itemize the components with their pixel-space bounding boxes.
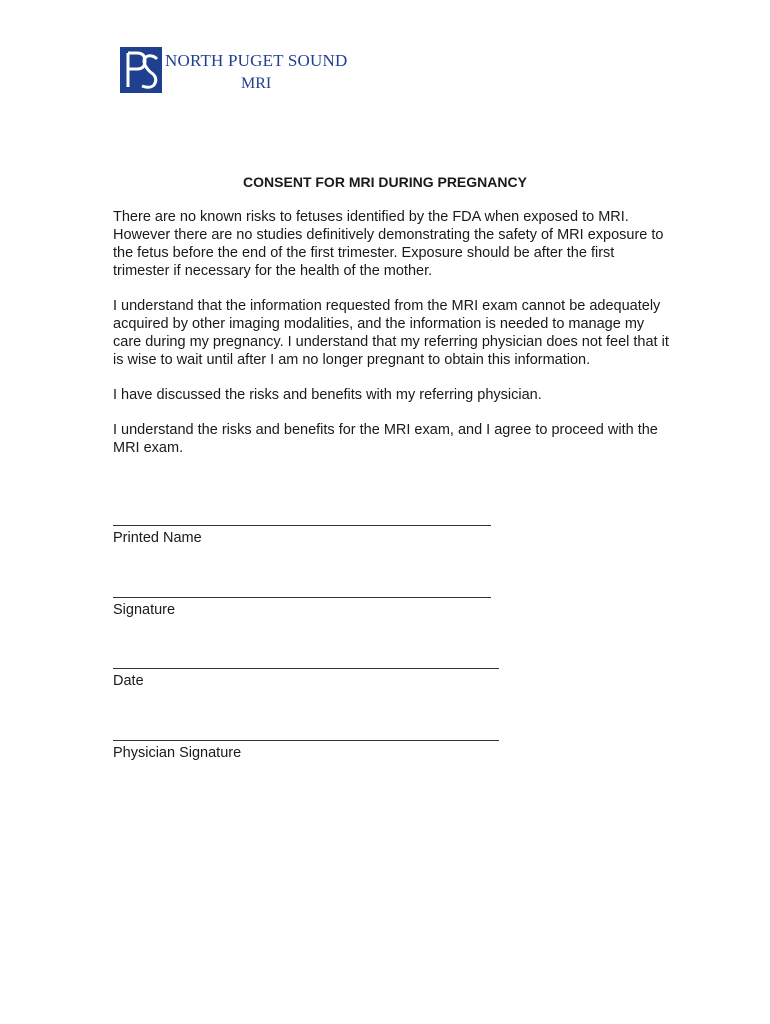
signature-field[interactable] [113, 597, 491, 619]
consent-body [113, 208, 673, 474]
company-logo [120, 47, 360, 97]
logo-monogram-icon [120, 47, 162, 93]
document-title: CONSENT FOR MRI DURING PREGNANCY [243, 174, 527, 190]
date-line [113, 668, 499, 669]
physician-signature-field[interactable] [113, 740, 499, 762]
paragraph-understanding: I understand that the information requested from the MRI exam cannot be adequately acquired by other imaging modalities, and the information is needed to manage my care during my pregnancy. I understand that my referring physician does not feel that it is wise to wait until after I am no longer pregnant to obtain this information. [113, 298, 669, 368]
logo-text-company: NORTH PUGET SOUND [165, 51, 348, 70]
printed-name-field[interactable] [113, 525, 491, 547]
physician-signature-label: Physician Signature [113, 745, 242, 761]
printed-name-label: Printed Name [113, 530, 202, 546]
logo-text-mri: MRI [241, 75, 272, 92]
physician-signature-line [113, 740, 499, 741]
paragraph-fda-risks: There are no known risks to fetuses identified by the FDA when exposed to MRI. However there are no studies definitively demonstrating the safety of MRI exposure to the fetus before the end of the first trimester. Exposure should be after the first trimester if necessary for the health of the mother. [113, 209, 664, 279]
date-field[interactable] [113, 668, 499, 690]
paragraph-discussed: I have discussed the risks and benefits with my referring physician. [113, 387, 542, 403]
signature-line [113, 597, 491, 598]
date-label: Date [113, 673, 144, 689]
printed-name-line [113, 525, 491, 526]
signature-label: Signature [113, 602, 176, 618]
paragraph-agreement: I understand the risks and benefits for the MRI exam, and I agree to proceed with the MRI exam. [113, 422, 658, 456]
